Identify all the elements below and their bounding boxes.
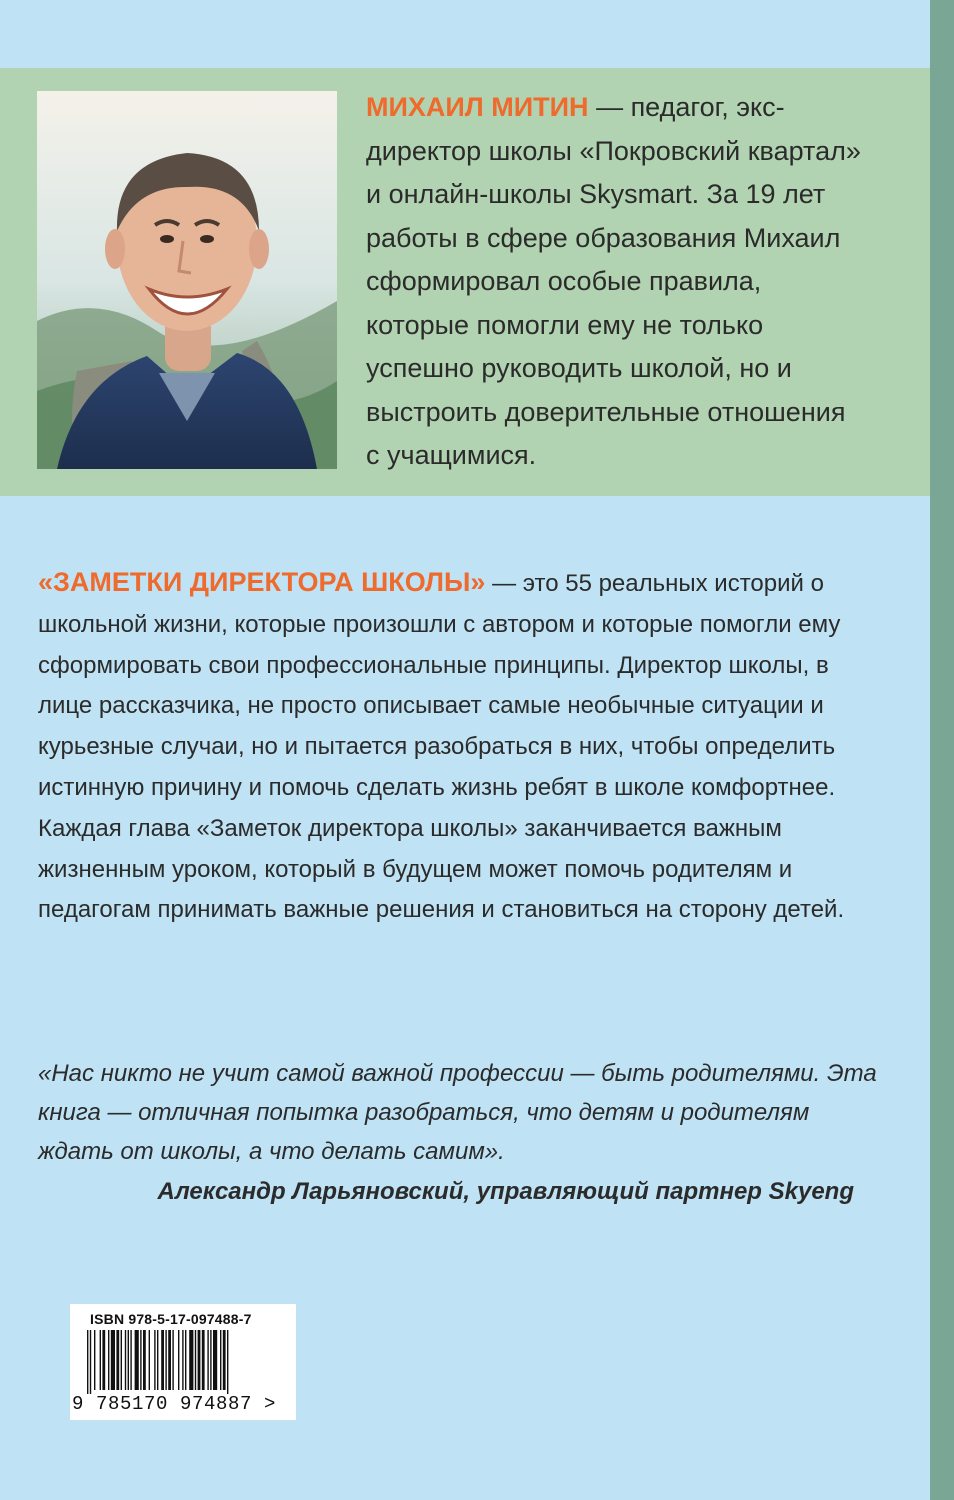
- barcode-bar: [172, 1330, 173, 1390]
- barcode-bar: [220, 1330, 221, 1390]
- barcode-bar: [189, 1330, 193, 1390]
- barcode-bar: [90, 1330, 91, 1394]
- barcode-bar: [102, 1330, 105, 1390]
- author-bio: [366, 86, 866, 478]
- barcode-bar: [140, 1330, 141, 1390]
- barcode-bar: [213, 1330, 217, 1390]
- barcode-bar: [149, 1330, 150, 1390]
- barcode-bar: [210, 1330, 211, 1390]
- barcode-bar: [185, 1330, 186, 1390]
- barcode-bar: [130, 1330, 131, 1390]
- barcode-bar: [195, 1330, 196, 1390]
- book-title: «ЗАМЕТКИ ДИРЕКТОРА ШКОЛЫ»: [38, 567, 486, 597]
- barcode-bar: [168, 1330, 171, 1390]
- barcode-bar: [198, 1330, 201, 1390]
- barcode-bar: [178, 1330, 179, 1390]
- barcode-bar: [202, 1330, 205, 1390]
- author-name: МИХАИЛ МИТИН: [366, 92, 589, 122]
- barcode-digits: 9 785170 974887 >: [72, 1393, 277, 1415]
- spine-strip: [930, 0, 954, 1500]
- barcode-bar: [165, 1330, 166, 1390]
- isbn-barcode-block: [70, 1304, 296, 1420]
- barcode-icon: [87, 1330, 283, 1394]
- review-quote-author: Александр Ларьяновский, управляющий партнер Skyeng: [157, 1178, 854, 1205]
- barcode-bar: [161, 1330, 164, 1390]
- barcode-bar: [100, 1330, 101, 1390]
- barcode-bar: [135, 1330, 139, 1390]
- author-photo: [37, 91, 337, 469]
- barcode-bar: [94, 1330, 95, 1390]
- barcode-bar: [207, 1330, 208, 1390]
- isbn-label: ISBN 978-5-17-097488-7: [90, 1311, 252, 1327]
- barcode-bar: [227, 1330, 228, 1394]
- barcode-bar: [116, 1330, 119, 1390]
- barcode-bar: [121, 1330, 122, 1390]
- barcode-bar: [111, 1330, 115, 1390]
- barcode-bar: [182, 1330, 183, 1390]
- author-bio-text: — педагог, экс-директор школы «Покровский квартал» и онлайн-школы Skysmart. За 19 лет работы в сфере образования Михаил сформировал особые правила, которые помогли ему не только успешно руководить школой, но и выстроить доверительные отношения с учащимися.: [366, 92, 861, 470]
- barcode-bar: [128, 1330, 129, 1390]
- barcode-bar: [143, 1330, 146, 1390]
- book-description: [38, 562, 868, 931]
- barcode-bar: [87, 1330, 88, 1394]
- book-description-text: — это 55 реальных историй о школьной жизни, которые произошли с автором и которые помогли ему сформировать свои профессиональные принципы. Директор школы, в лице рассказчика, не просто описывает самые необычные ситуации и курьезные случаи, но и пытается разобраться в них, чтобы определить истинную причину и помочь сделать жизнь ребят в школе комфортнее. Каждая глава «Заметок директора школы» заканчивается важным жизненным уроком, который в будущем может помочь родителям и педагогам принимать важные решения и становиться на сторону детей.: [38, 570, 845, 924]
- barcode-bar: [125, 1330, 126, 1390]
- barcode-bar: [108, 1330, 109, 1390]
- barcode-bar: [157, 1330, 158, 1390]
- review-quote: «Нас никто не учит самой важной профессии — быть родителями. Эта книга — отличная попытка разобраться, что детям и родителям ждать от школы, а что делать самим».: [38, 1060, 877, 1165]
- barcode-bar: [154, 1330, 155, 1390]
- barcode-bar: [223, 1330, 226, 1390]
